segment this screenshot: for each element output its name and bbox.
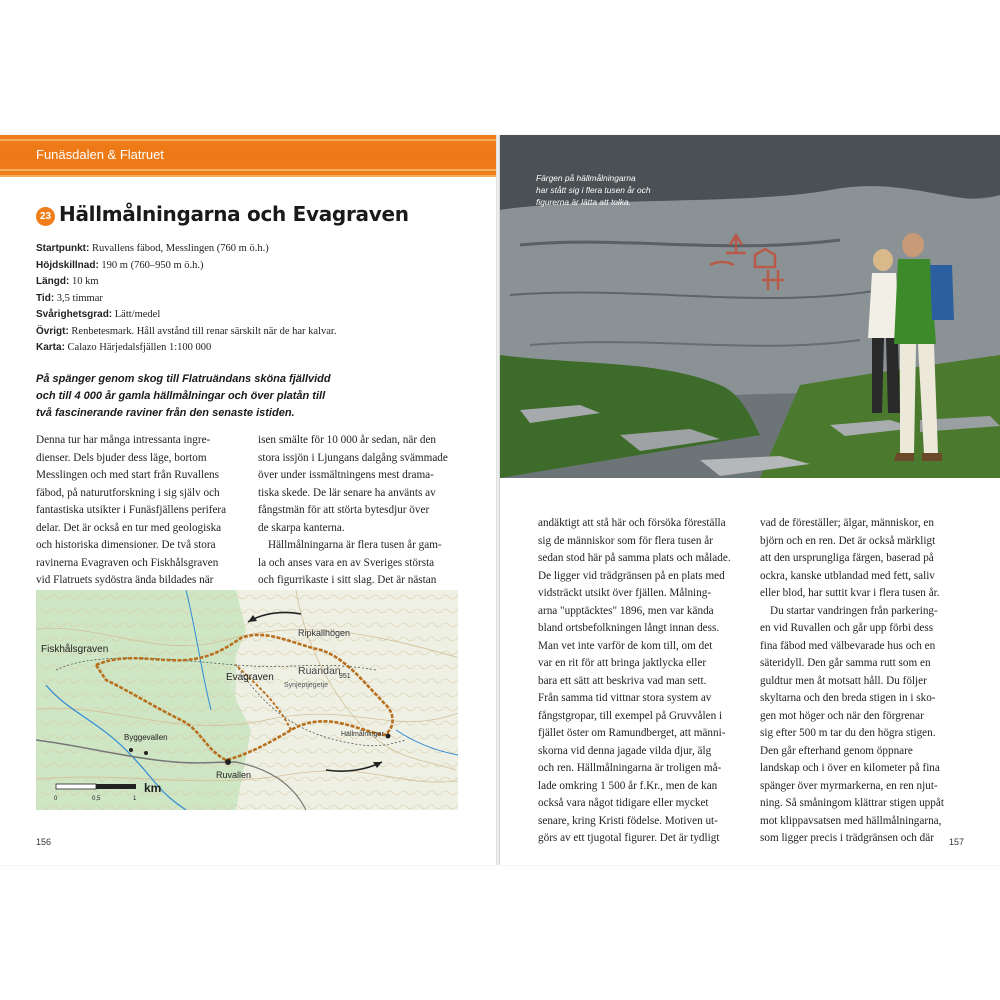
map-label-synjeptjegetje: Synjeptjegetje xyxy=(284,682,328,689)
lead-paragraph: På spänger genom skog till Flatruändans sköna fjällvidd och till 4 000 år gamla hällmålningar och över platån till två fascinerande raviner från den senaste istiden. xyxy=(36,373,331,419)
map-label-ruvallen: Ruvallen xyxy=(216,770,252,780)
fact-row: Karta: Calazo Härjedalsfjällen 1:100 000 xyxy=(36,342,212,353)
fact-row: Tid: 3,5 timmar xyxy=(36,292,103,304)
map-label-ripkallhogen: Ripkallhögen xyxy=(298,628,351,638)
chapter-header-band xyxy=(0,135,496,177)
tour-number-badge: 23 xyxy=(36,207,55,226)
map-label-evagraven: Evagraven xyxy=(226,672,274,683)
map-label-hallmalningar: Hällmålningar xyxy=(341,731,384,738)
svg-text:0,5: 0,5 xyxy=(92,796,101,802)
svg-text:1: 1 xyxy=(133,796,137,802)
fact-row: Svårighetsgrad: Lätt/medel xyxy=(36,309,161,320)
chapter-title: Funäsdalen & Flatruet xyxy=(36,147,164,162)
body-column-4: vad de föreställer; älgar, människor, en björn och en ren. Det är också märkligt att den ursprungliga färgen, baserad på ockra, kanske utblandad med fett, saliv eller blod, har suttit kvar i flera tusen år. Du startar vandringen från parkering- en vid Ruvallen och går upp förbi dess fina fäbod med välbevarade hus och en säteridyll. Den går samma rutt som en guldtur men åt motsatt håll. Du följer skyltarna och den breda stigen in i sko- gen mot höger och när den förgrenar sig efter 500 m tar du den högra stigen. Den går efterhand genom öppnare landskap och i över en kilometer på fina spänger över myrmarkerna, en ren njut- ning. Så småningom klättrar stigen uppåt mot klippavsatsen med hällmålningarna, som ligger precis i trädgränsen och där xyxy=(760,517,944,844)
photo-caption: Färgen på hällmålningarna har stått sig i flera tusen år och figurerna är lätta att tolka. xyxy=(536,173,651,207)
page-title: Hällmålningarna och Evagraven xyxy=(59,202,409,226)
svg-text:0: 0 xyxy=(54,796,58,802)
left-page xyxy=(0,135,496,865)
map-label-elevation: 951 xyxy=(339,673,351,680)
body-column-1: Denna tur har många intressanta ingre- dienser. Dels bjuder dess läge, bortom Messlingen och med start från Ruvallens fäbod, på naturutforskning i sig själv och fantastiska utsikter i Funäsfjällens perifera delar. Det är också en tur med geologiska och historiska dimensioner. De två stora ravinerna Evagraven och Fiskhålsgraven vid Flatruets sydöstra ända bildades när xyxy=(36,434,227,586)
fact-row: Höjdskillnad: 190 m (760–950 m ö.h.) xyxy=(36,259,204,271)
right-page xyxy=(500,135,1000,865)
body-column-2: isen smälte för 10 000 år sedan, när den stora issjön i Ljungans dalgång svämmade över under issmältningens mest drama- tiska skede. De lär senare ha använts av fångstmän för att störta bytesdjur över de skarpa kanterna. Hällmålningarna är flera tusen år gam- la och anses vara en av Sveriges största och figurrikaste i sitt slag. Det är nästan xyxy=(258,434,448,586)
map-label-byggevallen: Byggevallen xyxy=(124,733,168,742)
route-map xyxy=(36,590,458,810)
fact-row: Längd: 10 km xyxy=(36,276,99,287)
map-label-fiskhalsgraven: Fiskhålsgraven xyxy=(41,644,109,655)
fact-row: Startpunkt: Ruvallens fäbod, Messlingen (760 m ö.h.) xyxy=(36,243,269,254)
page-number-right: 157 xyxy=(949,837,965,847)
facts-list xyxy=(36,241,336,357)
body-column-3: andäktigt att stå här och försöka föreställa sig de människor som för flera tusen år sedan stod här på samma plats och målade. De ligger vid trädgränsen på en plats med vidsträckt utsikt över fjällen. Målning- arna "upptäcktes" 1896, men var kända bland ortsbefolkningen långt innan dess. Man vet inte varför de kom till, om det var en rit för att bringa jaktlycka eller bara ett sätt att beskriva vad man sett. Från samma tid vittnar stora system av fångstgropar, till exempel på Gruvvålen i fjället öster om Ramundberget, att männi- skorna vid denna jagade vilda djur, älg och ren. Hällmålningarna är troligen må- lade omkring 1 500 år f.Kr., men de kan också vara något tidigare eller mycket senare, kring Kristi födelse. Motiven ut- görs av ett tjugotal figurer. Det är tydligt xyxy=(538,517,731,844)
map-label-ruandan: Ruandan xyxy=(298,665,341,677)
svg-text:km: km xyxy=(144,781,162,795)
fact-row: Övrigt: Renbetesmark. Håll avstånd till renar särskilt när de har kalvar. xyxy=(36,325,337,337)
page-number-left: 156 xyxy=(36,837,52,847)
